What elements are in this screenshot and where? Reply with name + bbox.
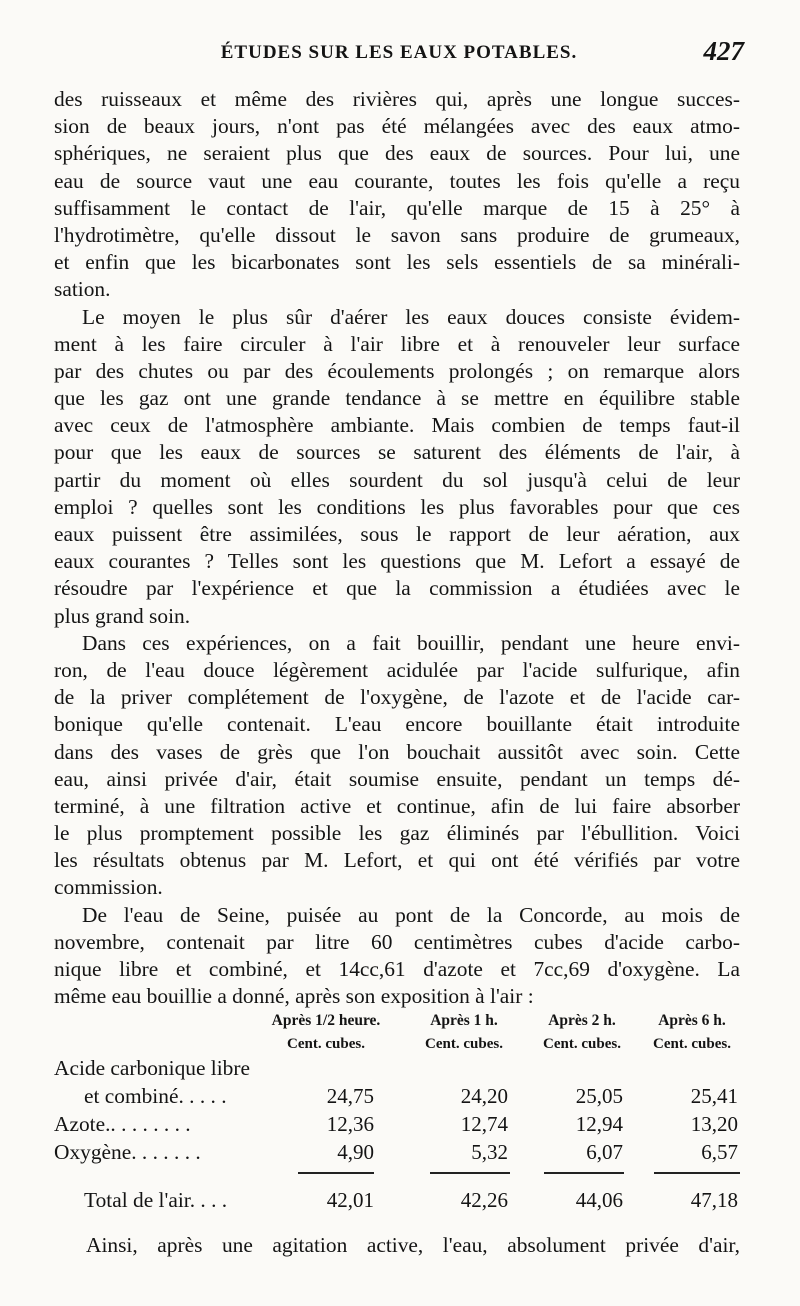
text-line: de la priver complétement de l'oxygène, de l'azote et de l'acide car- (54, 685, 740, 710)
column-unit: Cent. cubes. (653, 1036, 731, 1052)
text-line: dans des vases de grès que l'on bouchait aussitôt avec soin. Cette (54, 739, 740, 764)
total-cell: 44,06 (575, 1188, 623, 1212)
text-line: ment à les faire circuler à l'air libre et à renouveler leur surface (54, 331, 740, 356)
text-line: nique libre et combiné, et 14cc,61 d'azote et 7cc,69 d'oxygène. La (54, 957, 740, 981)
text-line: eaux puissent être assimilées, sous le rapport de leur aération, aux (54, 522, 740, 546)
table-cell: 4,90 (337, 1140, 374, 1164)
table-cell: 13,20 (690, 1112, 738, 1136)
closing-line: Ainsi, après une agitation active, l'eau, absolument privée d'air, (86, 1233, 740, 1257)
row-group-label: Acide carbonique libre (54, 1056, 250, 1080)
row-label: et combiné. . . . . (84, 1084, 227, 1108)
column-unit: Cent. cubes. (287, 1036, 365, 1052)
text-line: sphériques, ne seraient plus que des eaux de sources. Pour lui, une (54, 141, 740, 166)
text-line: pour que les eaux de sources se saturent des éléments de l'air, à (54, 440, 740, 465)
paragraph (54, 630, 740, 902)
total-label: Total de l'air. . . . (84, 1188, 228, 1212)
text-line: sion de beaux jours, n'ont pas été mélangées avec des eaux atmo- (54, 114, 740, 139)
column-header: Après 1 h. (430, 1012, 498, 1029)
text-line: l'hydrotimètre, qu'elle dissout le savon sans produire de grumeaux, (54, 222, 740, 247)
text-line: par des chutes ou par des écoulements prolongés ; on remarque alors (54, 358, 740, 383)
text-line: sation. (54, 277, 111, 302)
column-header: Après 1/2 heure. (271, 1012, 381, 1029)
text-line: terminé, à une filtration active et continue, afin de lui faire absorber (54, 793, 740, 818)
text-line: partir du moment où elles sourdent du sol jusqu'à celui de leur (54, 467, 740, 492)
table-cell: 12,94 (575, 1112, 623, 1136)
sum-rule (544, 1172, 624, 1174)
text-line: Dans ces expériences, on a fait bouillir, pendant une heure envi- (82, 630, 740, 655)
text-line: eau de source vaut une eau courante, toutes les fois qu'elle a reçu (54, 168, 740, 193)
text-line: De l'eau de Seine, puisée au pont de la Concorde, au mois de (82, 902, 740, 927)
table-cell: 12,36 (326, 1112, 374, 1136)
text-line: plus grand soin. (54, 603, 191, 628)
table-cell: 6,07 (586, 1140, 623, 1164)
table-cell: 25,05 (575, 1084, 623, 1108)
table-cell: 24,20 (460, 1084, 508, 1108)
text-line: des ruisseaux et même des rivières qui, après une longue succes- (54, 87, 740, 111)
sum-rule (654, 1172, 740, 1174)
text-line: eau, ainsi privée d'air, était soumise ensuite, pendant un temps dé- (54, 766, 740, 791)
sum-rule (430, 1172, 510, 1174)
column-header: Après 6 h. (658, 1012, 726, 1029)
table-cell: 25,41 (690, 1084, 738, 1108)
text-line: ron, de l'eau douce légèrement acidulée par l'acide sulfurique, afin (54, 657, 740, 682)
text-line: novembre, contenait par litre 60 centimètres cubes d'acide carbo- (54, 929, 740, 954)
text-line: que les gaz ont une grande tendance à se mettre en équilibre stable (54, 386, 740, 411)
total-cell: 47,18 (690, 1188, 738, 1212)
column-unit: Cent. cubes. (543, 1036, 621, 1052)
text-line: le plus promptement possible les gaz éliminés par l'ébullition. Voici (54, 821, 740, 846)
text-line: avec ceux de l'atmosphère ambiante. Mais combien de temps faut-il (54, 413, 740, 438)
paragraph (54, 86, 740, 304)
row-label: Azote.. . . . . . . . (54, 1112, 191, 1136)
column-unit: Cent. cubes. (425, 1036, 503, 1052)
text-line: suffisamment le contact de l'air, qu'elle marque de 15 à 25° à (54, 195, 740, 220)
text-line: commission. (54, 875, 163, 900)
paragraph (54, 902, 740, 1011)
paragraph (54, 304, 740, 630)
table-cell: 12,74 (460, 1112, 508, 1136)
total-cell: 42,01 (326, 1188, 374, 1212)
running-title: ÉTUDES SUR LES EAUX POTABLES. (220, 42, 578, 63)
text-line: les résultats obtenus par M. Lefort, et qui ont été vérifiés par votre (54, 848, 740, 873)
text-line: Le moyen le plus sûr d'aérer les eaux douces consiste évidem- (82, 304, 740, 329)
row-label: Oxygène. . . . . . . (54, 1140, 201, 1164)
text-line: eaux courantes ? Telles sont les questions que M. Lefort a essayé de (54, 549, 740, 574)
text-line: et enfin que les bicarbonates sont les sels essentiels de sa minérali- (54, 250, 740, 275)
table-cell: 6,57 (701, 1140, 738, 1164)
sum-rule (298, 1172, 374, 1174)
body-text (54, 86, 740, 1010)
running-header (54, 36, 744, 76)
text-line: même eau bouillie a donné, après son exposition à l'air : (54, 984, 534, 1009)
text-line: bonique qu'elle contenait. L'eau encore bouillante était introduite (54, 712, 740, 737)
text-line: résoudre par l'expérience et que la commission a étudiées avec le (54, 576, 740, 601)
table-cell: 24,75 (326, 1084, 374, 1108)
text-line: emploi ? quelles sont les conditions les plus favorables pour que ces (54, 494, 740, 519)
column-header: Après 2 h. (548, 1012, 616, 1029)
page-number: 427 (703, 36, 744, 66)
table-cell: 5,32 (471, 1140, 508, 1164)
total-cell: 42,26 (460, 1188, 508, 1212)
